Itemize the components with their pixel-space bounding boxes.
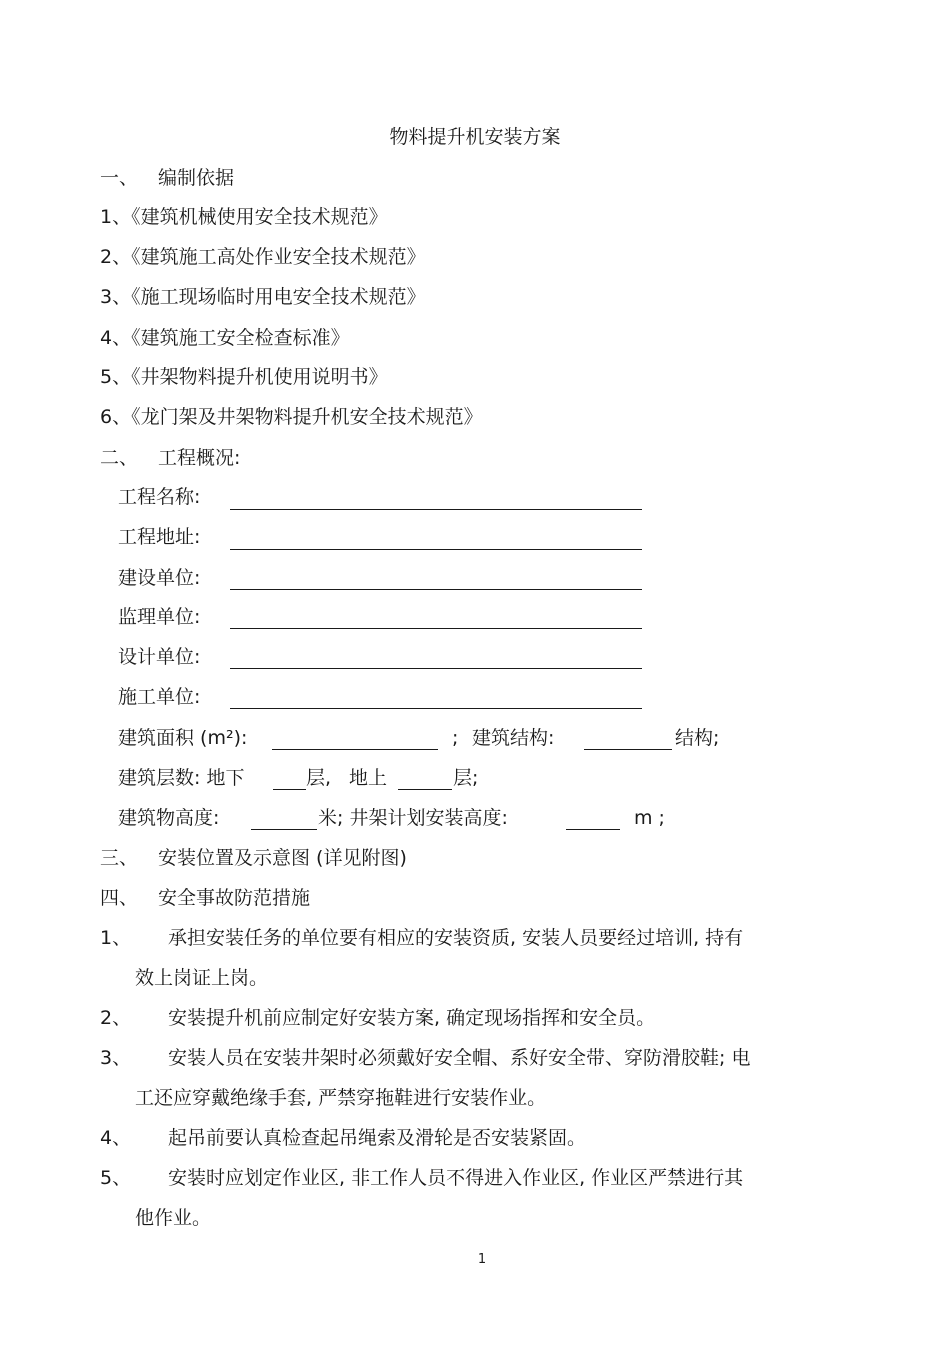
install-height-unit: m ; <box>634 807 665 829</box>
section-4-heading: 安全事故防范措施 <box>158 887 311 909</box>
floor-unit: 层, <box>306 767 332 789</box>
blank-field-line <box>230 627 642 629</box>
floor-unit: 层; <box>453 767 479 789</box>
reference-item: 2、《建筑施工高处作业安全技术规范》 <box>100 246 426 268</box>
section-2-number: 二、 <box>100 447 139 469</box>
reference-item: 6、《龙门架及井架物料提升机安全技术规范》 <box>100 406 483 428</box>
field-label: 建设单位: <box>118 567 201 589</box>
field-label: 工程名称: <box>118 486 201 508</box>
measure-text: 安装时应划定作业区, 非工作人员不得进入作业区, 作业区严禁进行其 <box>168 1167 744 1189</box>
reference-item: 5、《井架物料提升机使用说明书》 <box>100 366 388 388</box>
reference-item: 4、《建筑施工安全检查标准》 <box>100 327 350 349</box>
measure-number: 4、 <box>100 1127 132 1149</box>
field-label: 工程地址: <box>118 526 201 548</box>
height-blank-line <box>251 828 317 830</box>
measure-text: 安装提升机前应制定好安装方案, 确定现场指挥和安全员。 <box>168 1007 656 1029</box>
structure-blank-line <box>584 748 672 750</box>
measure-text: 起吊前要认真检查起吊绳索及滑轮是否安装紧固。 <box>168 1127 587 1149</box>
blank-field-line <box>230 667 642 669</box>
field-label: 监理单位: <box>118 606 201 628</box>
measure-text: 承担安装任务的单位要有相应的安装资质, 安装人员要经过培训, 持有 <box>168 927 744 949</box>
section-2-heading: 工程概况: <box>158 447 241 469</box>
measure-text-continued: 他作业。 <box>135 1207 212 1229</box>
above-ground-blank-line <box>398 788 452 790</box>
blank-field-line <box>230 548 642 550</box>
reference-item: 3、《施工现场临时用电安全技术规范》 <box>100 286 426 308</box>
section-1-number: 一、 <box>100 167 139 189</box>
field-label: 施工单位: <box>118 686 201 708</box>
blank-field-line <box>230 588 642 590</box>
area-blank-line <box>272 748 438 750</box>
section-1-heading: 编制依据 <box>158 167 235 189</box>
page-number: 1 <box>477 1252 487 1267</box>
measure-text: 安装人员在安装井架时必须戴好安全帽、系好安全带、穿防滑胶鞋; 电 <box>168 1047 751 1069</box>
blank-field-line <box>230 707 642 709</box>
measure-number: 2、 <box>100 1007 132 1029</box>
section-3-number: 三、 <box>100 847 139 869</box>
section-4-number: 四、 <box>100 887 139 909</box>
measure-number: 1、 <box>100 927 132 949</box>
separator: ; <box>452 727 459 749</box>
structure-label: 建筑结构: <box>472 727 555 749</box>
measure-text-continued: 效上岗证上岗。 <box>135 967 269 989</box>
blank-field-line <box>230 508 642 510</box>
height-label: 建筑物高度: <box>118 807 220 829</box>
install-height-blank-line <box>566 828 620 830</box>
reference-item: 1、《建筑机械使用安全技术规范》 <box>100 206 388 228</box>
above-ground-label: 地上 <box>349 767 388 789</box>
below-ground-blank-line <box>273 788 306 790</box>
measure-number: 3、 <box>100 1047 132 1069</box>
field-label: 设计单位: <box>118 646 201 668</box>
area-label: 建筑面积 (m²): <box>118 727 248 749</box>
height-unit: 米; 井架计划安装高度: <box>318 807 508 829</box>
document-title: 物料提升机安装方案 <box>389 126 561 148</box>
measure-text-continued: 工还应穿戴绝缘手套, 严禁穿拖鞋进行安装作业。 <box>135 1087 547 1109</box>
measure-number: 5、 <box>100 1167 132 1189</box>
floors-label: 建筑层数: 地下 <box>118 767 245 789</box>
section-3-heading: 安装位置及示意图 (详见附图) <box>158 847 407 869</box>
structure-suffix: 结构; <box>675 727 720 749</box>
